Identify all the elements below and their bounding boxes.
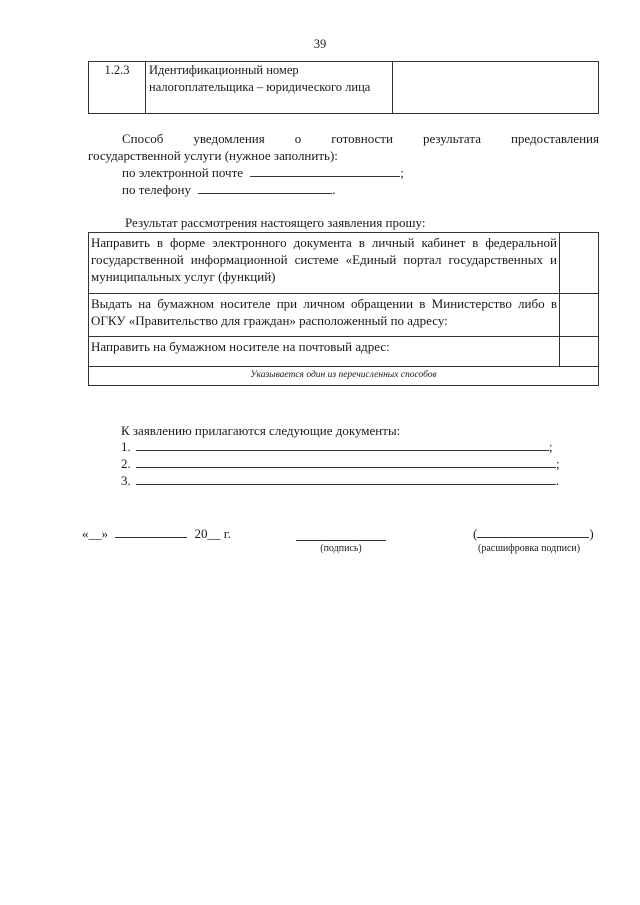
option-text: Выдать на бумажном носителе при личном обращении в Министерство либо в ОГКУ «Правительство для граждан» расположенный по адресу: — [89, 294, 560, 337]
email-label: по электронной почте — [122, 165, 244, 180]
intro-word: готовности — [331, 131, 393, 146]
date-block — [82, 525, 231, 542]
attachment-number: 2. — [121, 456, 131, 471]
date-year: 20__ г. — [194, 526, 231, 541]
phone-end: . — [332, 182, 336, 197]
attachment-row — [121, 455, 566, 472]
attachments-heading: К заявлению прилагаются следующие документы: — [121, 423, 401, 438]
decode-caption: (расшифровка подписи) — [478, 543, 581, 554]
date-day: «__» — [82, 526, 108, 541]
option-checkbox[interactable] — [560, 294, 599, 337]
email-end: ; — [400, 165, 404, 180]
table-row — [89, 233, 599, 294]
signature-caption: (подпись) — [320, 543, 362, 554]
email-field[interactable] — [250, 164, 400, 177]
attachment-number: 3. — [121, 473, 131, 488]
result-options-table — [88, 232, 599, 386]
intro-word: результата — [422, 131, 481, 146]
decode-close: ) — [589, 526, 594, 541]
table-row — [89, 294, 599, 337]
intro-word: уведомления — [193, 131, 265, 146]
row-number: 1.2.3 — [89, 62, 146, 114]
attachment-field[interactable] — [136, 472, 556, 485]
attachment-end: ; — [549, 439, 553, 454]
option-text: Направить на бумажном носителе на почтовый адрес: — [89, 337, 560, 367]
options-note: Указывается один из перечисленных способов — [89, 367, 599, 386]
attachment-field[interactable] — [136, 438, 549, 451]
row-value-cell[interactable] — [393, 62, 599, 114]
phone-row — [122, 181, 335, 198]
table-row — [89, 337, 599, 367]
option-checkbox[interactable] — [560, 233, 599, 294]
decode-field[interactable] — [477, 525, 589, 538]
result-heading: Результат рассмотрения настоящего заявления прошу: — [125, 215, 426, 230]
attachment-number: 1. — [121, 439, 131, 454]
decode-block — [473, 525, 594, 542]
option-checkbox[interactable] — [560, 337, 599, 367]
page-number: 39 — [313, 37, 327, 51]
decode-open: ( — [473, 526, 478, 541]
intro-word: предоставления — [510, 131, 599, 146]
option-text: Направить в форме электронного документа в личный кабинет в федеральной государственной информационной системе «Единый портал государственных и муниципальных услуг (функций) — [89, 233, 560, 294]
email-row — [122, 164, 404, 181]
attachment-row — [121, 472, 566, 489]
attachment-row — [121, 438, 561, 455]
table-row — [89, 367, 599, 386]
row-label: Идентификационный номер налогоплательщика – юридического лица — [146, 62, 393, 114]
phone-label: по телефону — [122, 182, 191, 197]
table-row — [89, 62, 599, 114]
attachment-end: ; — [556, 456, 560, 471]
signature-line[interactable] — [296, 540, 386, 541]
phone-field[interactable] — [198, 181, 332, 194]
notification-intro-line2: государственной услуги (нужное заполнить): — [88, 148, 338, 163]
attachment-end: . — [556, 473, 560, 488]
id-table — [88, 61, 599, 114]
intro-word: о — [294, 131, 302, 146]
intro-word: Способ — [122, 131, 164, 146]
date-month-field[interactable] — [115, 525, 187, 538]
notification-intro — [122, 130, 599, 147]
attachment-field[interactable] — [136, 455, 556, 468]
